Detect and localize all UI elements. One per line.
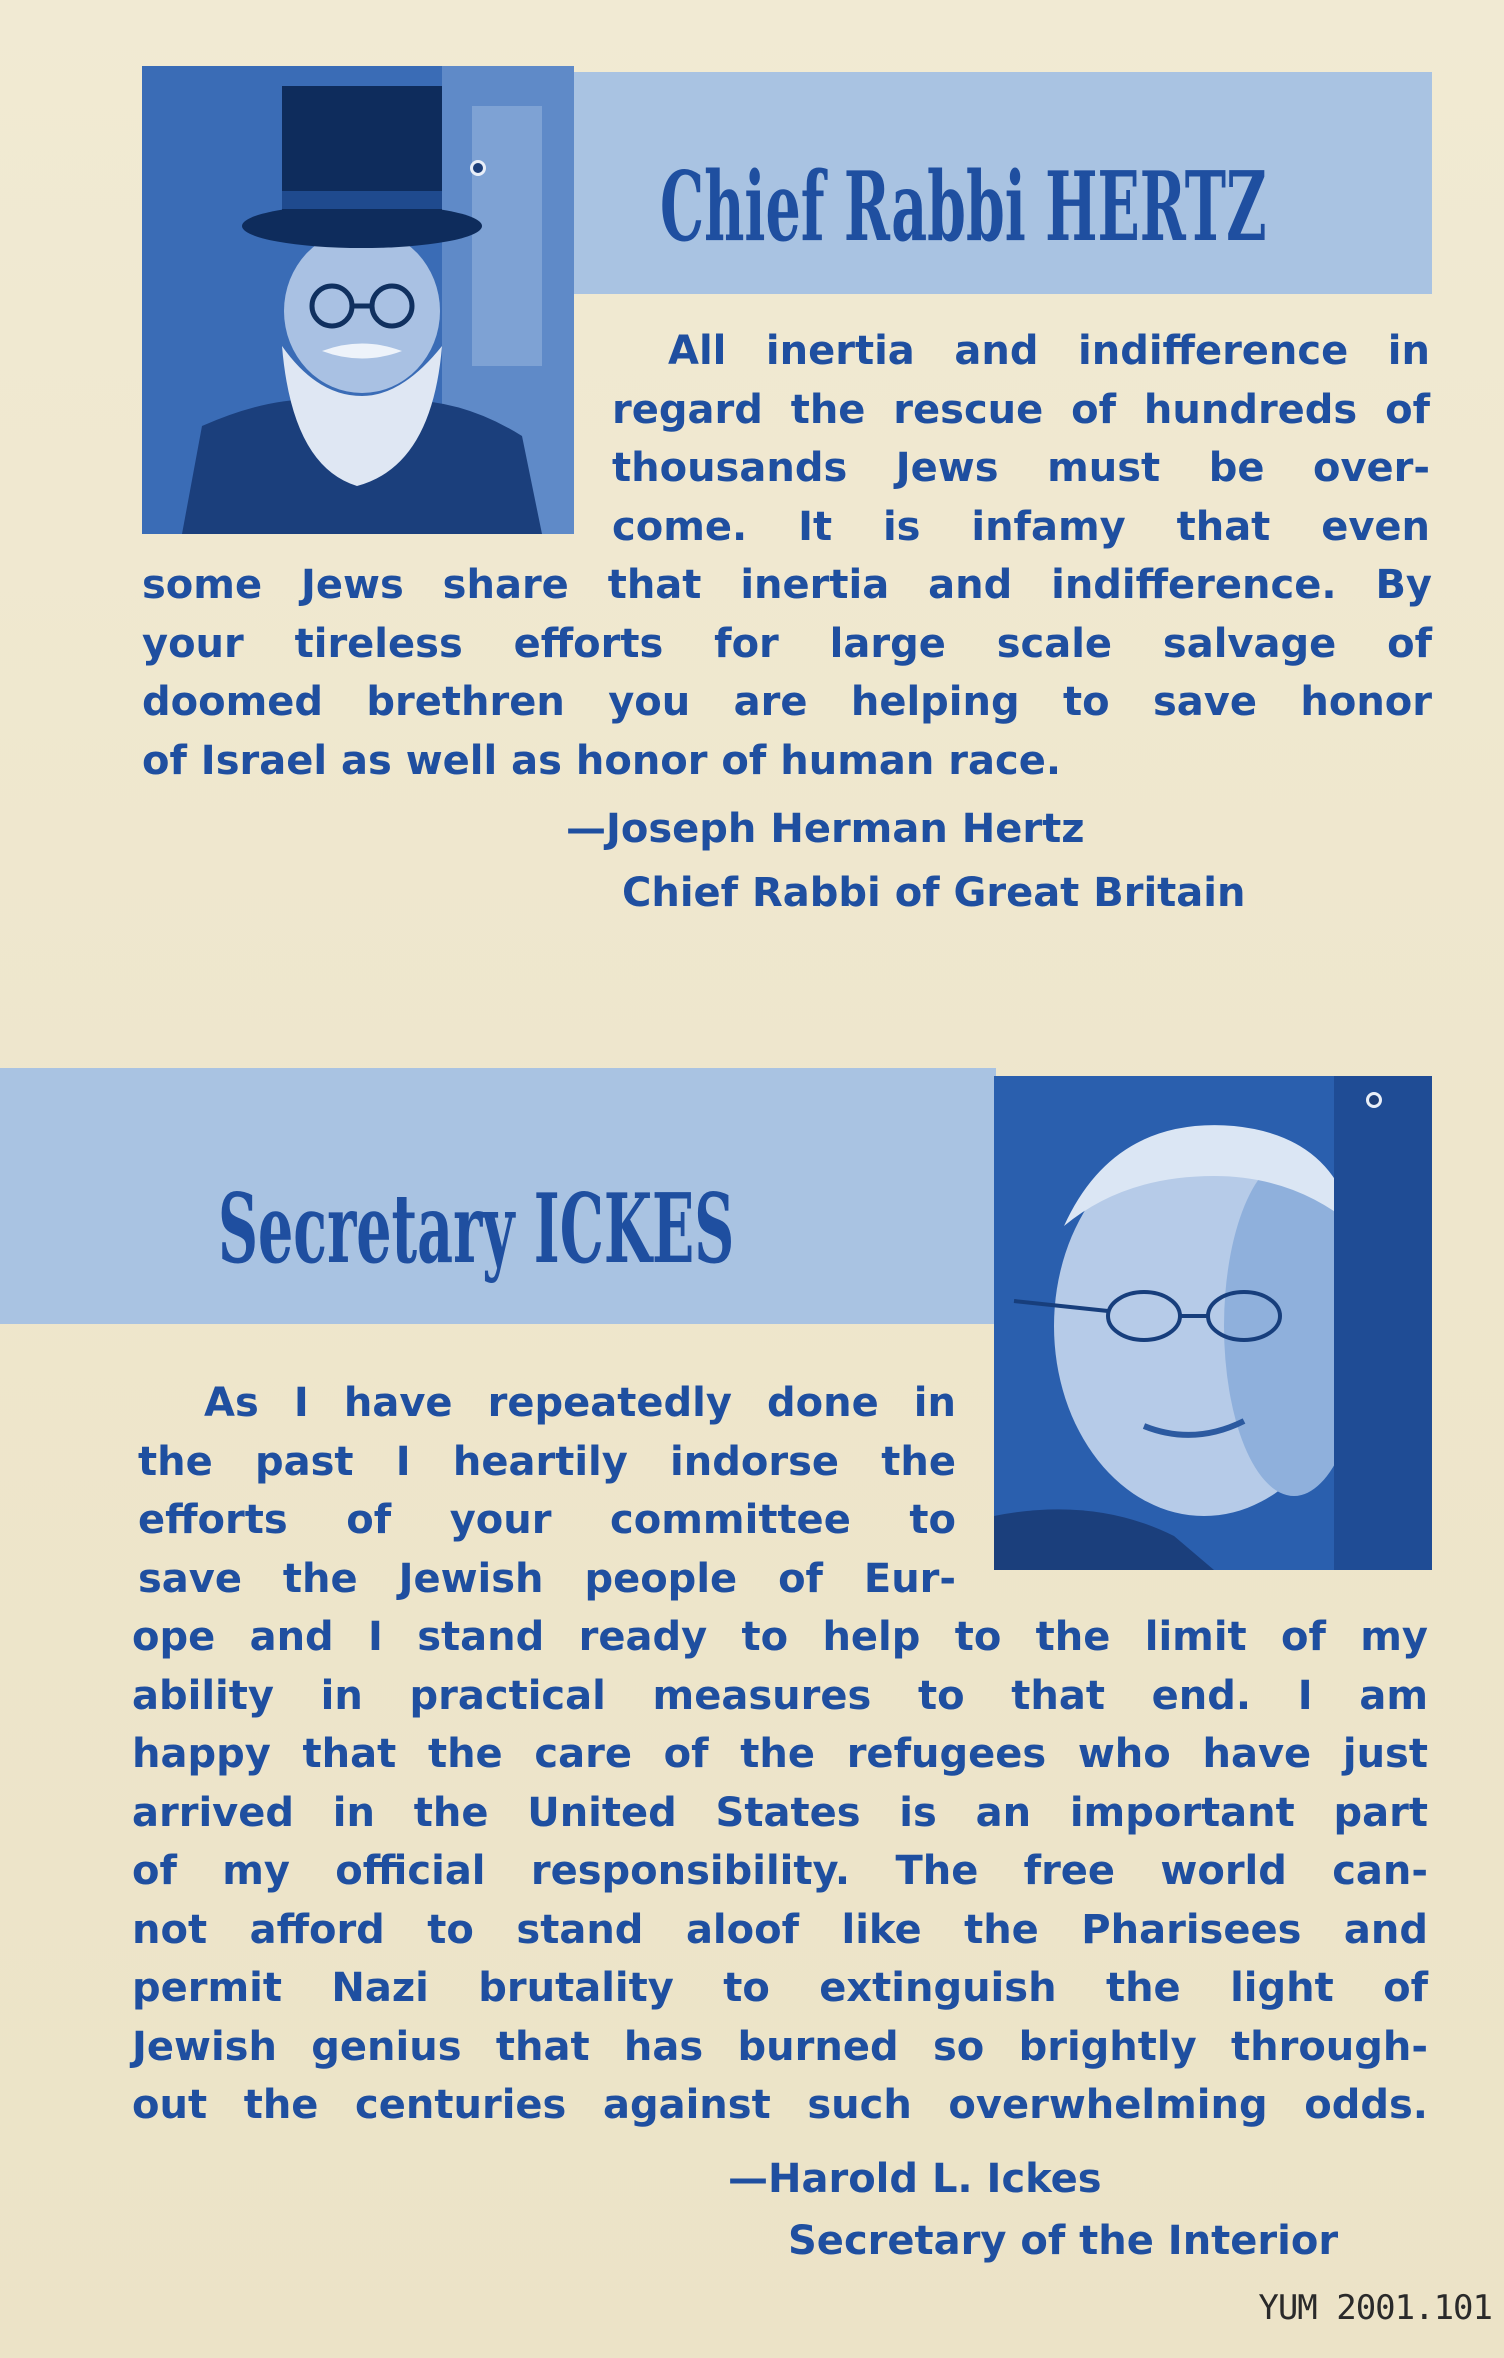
hertz-title: Chief Rabbi HERTZ <box>660 150 1267 264</box>
portrait-rabbi-hertz-icon <box>142 66 574 534</box>
ickes-signature-role: Secretary of the Interior <box>788 2218 1339 2264</box>
hertz-quote-bottom: some Jews share that inertia and indifference. By your tireless efforts for large scale salvage of doomed brethren you are helping to save honor of Israel as well as honor of human race. <box>142 562 1432 784</box>
ickes-quote-top: As I have repeatedly done in the past I heartily indorse the efforts of your committee to save the Jewish people of Eur- <box>138 1380 956 1602</box>
ickes-quote-bottom: ope and I stand ready to help to the limit of my ability in practical measures to that end. I am happy that the care of the refugees who have just arrived in the United States is an important part of my official responsibility. The free world can- not afford to stand aloof like the Pharisees and permit Nazi brutality to extinguish the light of Jewish genius that has burned so brightly through- out the centuries against such overwhelming odds. <box>132 1614 1428 2128</box>
hertz-quote-top: All inertia and indifference in regard the rescue of hundreds of thousands Jews must be over- come. It is infamy that even <box>612 328 1430 550</box>
punch-hole <box>470 160 486 176</box>
ickes-title: Secretary ICKES <box>218 1172 735 1286</box>
hertz-signature-name: —Joseph Herman Hertz <box>566 806 1085 852</box>
ickes-signature-name: —Harold L. Ickes <box>728 2156 1102 2202</box>
punch-hole <box>1366 1092 1382 1108</box>
hertz-signature-role: Chief Rabbi of Great Britain <box>622 870 1246 916</box>
catalog-number: YUM 2001.101 <box>1258 2288 1492 2328</box>
portrait-secretary-ickes-icon <box>994 1076 1432 1570</box>
